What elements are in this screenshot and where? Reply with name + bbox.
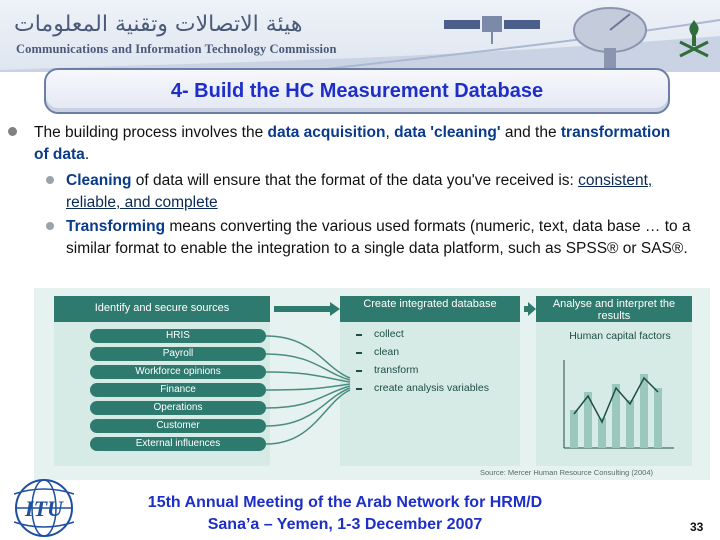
saudi-emblem-icon <box>676 18 712 58</box>
bullet-dot-icon <box>46 176 54 184</box>
page-number: 33 <box>690 520 704 534</box>
analysis-header-label: Analyse and interpret the results <box>552 298 676 322</box>
itu-logo-text: ITU <box>25 496 63 521</box>
source-item: Finance <box>90 383 266 397</box>
footer-location: Sana’a – Yemen, 1-3 December 2007 <box>207 516 483 533</box>
footer-event: 15th Annual Meeting of the Arab Network for HRM/D <box>147 494 543 511</box>
slide-title-box <box>44 68 670 114</box>
org-name-english: Communications and Information Technology Commission <box>16 42 337 56</box>
dash-icon <box>356 352 362 354</box>
arrow-head-icon <box>528 302 536 316</box>
header-banner <box>0 0 720 72</box>
process-diagram <box>34 288 710 480</box>
bullet-dot-icon <box>46 222 54 230</box>
bullet-sub-cleaning: Cleaning of data will ensure that the format of the data you've received is: consistent, reliable, and complete <box>66 172 653 211</box>
source-item: External influences <box>90 437 266 451</box>
step-item: transform <box>374 364 419 376</box>
source-note: Source: Mercer Human Resource Consulting (2004) <box>480 468 653 477</box>
bullet-sub-transforming: Transforming means converting the various used formats (numeric, text, data base … to a similar format to enable the integration to a single data platform, such as SPSS® or SAS®. <box>66 218 691 257</box>
bullet-dot-icon <box>8 127 17 136</box>
source-item: Workforce opinions <box>90 365 266 379</box>
source-item: Operations <box>90 401 266 415</box>
step-item: create analysis variables <box>374 382 489 394</box>
slide-title: 4- Build the HC Measurement Database <box>170 79 544 102</box>
source-item: HRIS <box>90 329 266 343</box>
satellite-dish-icon <box>560 4 660 68</box>
connector-lines <box>266 336 350 444</box>
sources-header-label: Identify and secure sources <box>94 302 230 314</box>
dash-icon <box>356 388 362 390</box>
bullet-main-text: The building process involves the data acquisition, data 'cleaning' and the transformation of data. <box>34 124 671 163</box>
source-item: Customer <box>90 419 266 433</box>
database-header-label: Create integrated database <box>363 298 497 310</box>
step-item: collect <box>374 328 404 340</box>
source-item: Payroll <box>90 347 266 361</box>
itu-logo-icon <box>4 476 84 540</box>
org-name-arabic: هيئة الاتصالات وتقنية المعلومات <box>14 12 303 37</box>
arrow-head-icon <box>330 302 340 316</box>
step-item: clean <box>374 346 400 358</box>
satellite-icon <box>440 2 550 50</box>
chart-label: Human capital factors <box>569 330 671 342</box>
dash-icon <box>356 334 362 336</box>
dash-icon <box>356 370 362 372</box>
